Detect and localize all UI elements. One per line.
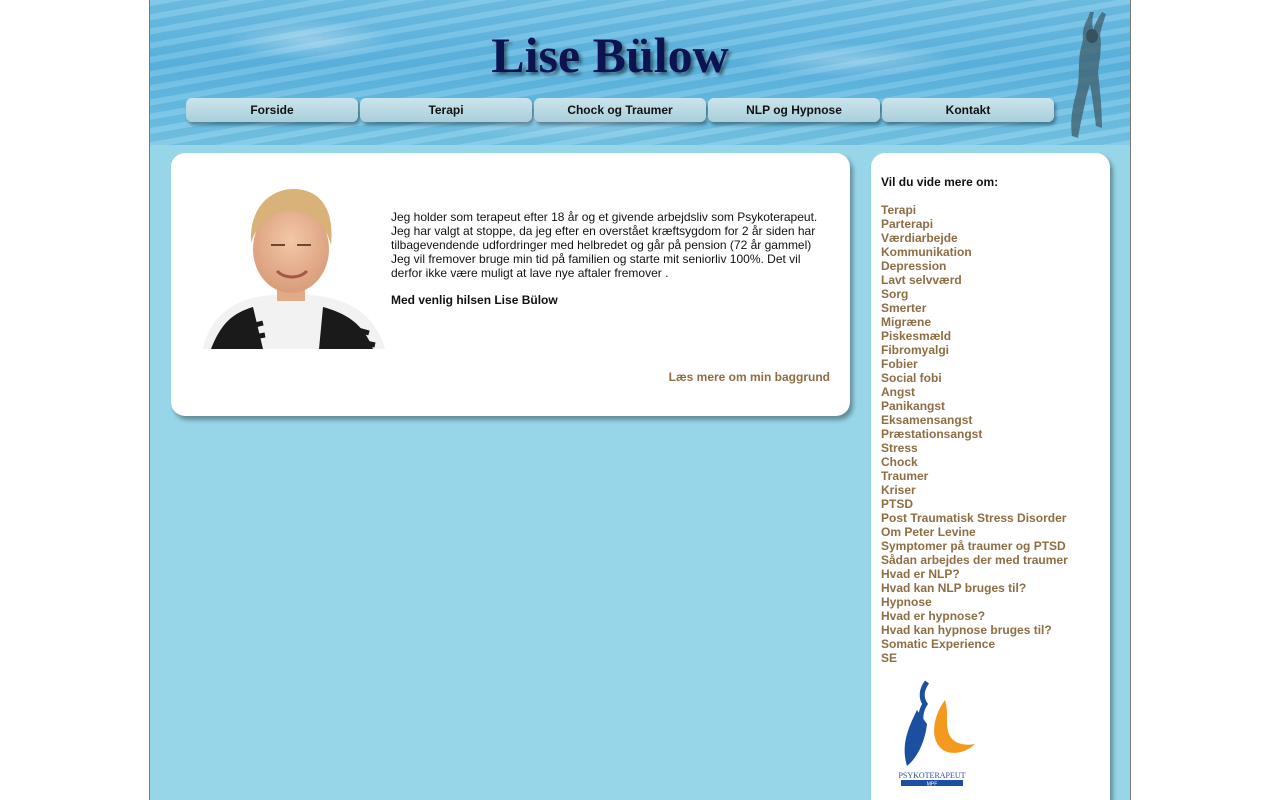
sidebar-link[interactable]: Hvad kan hypnose bruges til? — [881, 623, 1052, 637]
nav-item-nlp-og-hypnose[interactable]: NLP og Hypnose — [708, 98, 880, 122]
sidebar-link[interactable]: Fobier — [881, 357, 918, 371]
sidebar-link[interactable]: Hvad er hypnose? — [881, 609, 986, 623]
sidebar-link[interactable]: PTSD — [881, 497, 914, 511]
sidebar-link[interactable]: Traumer — [881, 469, 929, 483]
portrait-photo — [193, 183, 389, 349]
sidebar-link[interactable]: Om Peter Levine — [881, 525, 976, 539]
sidebar-link[interactable]: Piskesmæld — [881, 329, 952, 343]
greeting-text: Med venlig hilsen Lise Bülow — [391, 293, 558, 307]
sidebar-link[interactable]: Chock — [881, 455, 918, 469]
psykoterapeut-logo — [887, 680, 977, 786]
sidebar-link[interactable]: Sorg — [881, 287, 909, 301]
sidebar-link[interactable]: Panikangst — [881, 399, 946, 413]
sidebar-link[interactable]: Værdiarbejde — [881, 231, 958, 245]
sidebar-heading: Vil du vide mere om: — [881, 175, 999, 189]
sidebar-link[interactable]: Kriser — [881, 483, 916, 497]
sidebar-link[interactable]: Depression — [881, 259, 947, 273]
sidebar-link[interactable]: Sådan arbejdes der med traumer — [881, 553, 1068, 567]
page-container — [149, 0, 1131, 800]
sidebar-link[interactable]: Hvad er NLP? — [881, 567, 960, 581]
sidebar-link[interactable]: Kommunikation — [881, 245, 972, 259]
sidebar-link[interactable]: Hvad kan NLP bruges til? — [881, 581, 1027, 595]
nav-item-forside[interactable]: Forside — [186, 98, 358, 122]
sidebar-link[interactable]: Post Traumatisk Stress Disorder — [881, 511, 1067, 525]
sidebar-link[interactable]: Migræne — [881, 315, 932, 329]
sidebar-link[interactable]: Eksamensangst — [881, 413, 973, 427]
sidebar-link[interactable]: Parterapi — [881, 217, 934, 231]
swimmer-figure-icon — [1062, 10, 1112, 142]
intro-text: Jeg holder som terapeut efter 18 år og et givende arbejdsliv som Psykoterapeut. Jeg har valgt at stoppe, da jeg efter en overstået kræftsygdom for 2 år siden har tilbagevendende udfordringer med helbredet og går på pension (72 år gammel) Jeg vil fremover bruge min tid på familien og starte mit seniorliv 100%. Det vil derfor ikke være muligt at lave nye aftaler fremover . — [391, 210, 818, 280]
sidebar-link[interactable]: Smerter — [881, 301, 927, 315]
nav-item-chock-og-traumer[interactable]: Chock og Traumer — [534, 98, 706, 122]
sidebar-panel — [871, 153, 1110, 800]
sidebar-link[interactable]: Symptomer på traumer og PTSD — [881, 539, 1066, 553]
sidebar-link[interactable]: Stress — [881, 441, 918, 455]
header-banner — [150, 0, 1130, 145]
sidebar-link-list — [881, 203, 1068, 665]
sidebar-link[interactable]: Fibromyalgi — [881, 343, 950, 357]
sidebar-link[interactable]: Terapi — [881, 203, 917, 217]
logo-text: PSYKOTERAPEUT — [898, 771, 966, 780]
read-more-link[interactable]: Læs mere om min baggrund — [668, 370, 830, 384]
sidebar-link[interactable]: Somatic Experience — [881, 637, 996, 651]
sidebar-link[interactable]: Præstationsangst — [881, 427, 983, 441]
nav-item-terapi[interactable]: Terapi — [360, 98, 532, 122]
sidebar-link[interactable]: Social fobi — [881, 371, 942, 385]
main-content-panel — [171, 153, 850, 416]
nav-item-kontakt[interactable]: Kontakt — [882, 98, 1054, 122]
sidebar-link[interactable]: Angst — [881, 385, 915, 399]
site-title: Lise Bülow — [491, 27, 729, 83]
logo-subtext: MPF — [926, 781, 938, 786]
sidebar-link[interactable]: Lavt selvværd — [881, 273, 962, 287]
sidebar-link[interactable]: Hypnose — [881, 595, 932, 609]
sidebar-link[interactable]: SE — [881, 651, 898, 665]
